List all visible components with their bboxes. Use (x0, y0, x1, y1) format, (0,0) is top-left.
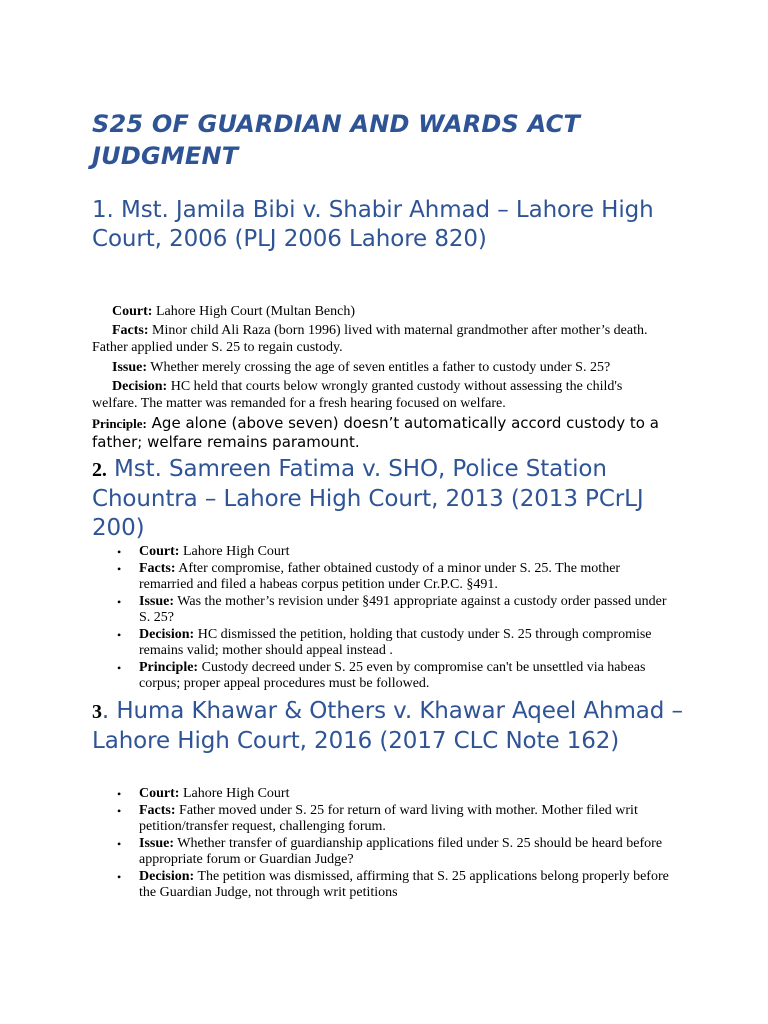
bullet-dot: • (117, 869, 122, 884)
case-1-facts (92, 322, 667, 356)
list-item (92, 561, 677, 594)
case-1-issue (92, 359, 667, 376)
bullet-text: Was the mother’s revision under §491 appropriate against a custody order passed under S. 25? (139, 593, 667, 625)
case-3-title: . Huma Khawar & Others v. Khawar Aqeel Ahmad – Lahore High Court, 2016 (2017 CLC Note 162) (92, 698, 683, 754)
title-line-1: S25 OF GUARDIAN AND WARDS ACT (92, 110, 581, 138)
list-item (92, 594, 677, 627)
bullet-label: Decision: (139, 626, 195, 642)
bullet-text: Lahore High Court (179, 544, 290, 559)
issue-label: Issue: (112, 360, 148, 375)
bullet-label: Decision: (139, 868, 195, 884)
bullet-label: Principle: (139, 659, 199, 675)
list-item (92, 836, 677, 869)
court-text: Lahore High Court (Multan Bench) (152, 304, 355, 319)
list-item (92, 627, 677, 660)
bullet-label: Court: (139, 544, 180, 559)
list-item (92, 803, 677, 836)
bullet-label: Court: (139, 786, 180, 801)
title-line-2: JUDGMENT (92, 142, 239, 170)
case-2-heading (92, 455, 692, 543)
list-item (92, 660, 677, 693)
case-3-number: 3 (92, 701, 102, 723)
principle-text: Age alone (above seven) doesn’t automatically accord custody to a father; welfare remains paramount. (92, 414, 659, 451)
bullet-text: Whether transfer of guardianship applications filed under S. 25 should be heard before appropriate forum or Guardian Judge? (139, 835, 663, 867)
bullet-label: Issue: (139, 835, 175, 851)
bullet-text: Lahore High Court (179, 786, 290, 801)
document-title (92, 108, 692, 172)
bullet-text: Custody decreed under S. 25 even by compromise can't be unsettled via habeas corpus; proper appeal procedures must be followed. (139, 659, 646, 691)
bullet-text: HC dismissed the petition, holding that custody under S. 25 through compromise remains valid; mother should appeal instead . (139, 626, 652, 658)
case-1-court (92, 303, 667, 320)
facts-label: Facts: (112, 323, 149, 338)
case-3-bullet-list (92, 786, 677, 902)
bullet-label: Facts: (139, 560, 176, 576)
case-2-title: Mst. Samreen Fatima v. SHO, Police Station Chountra – Lahore High Court, 2013 (2013 PCrLJ 200) (92, 456, 644, 541)
decision-label: Decision: (112, 379, 168, 394)
court-label: Court: (112, 304, 153, 319)
case-2-number: 2. (92, 459, 107, 481)
case-1-principle (92, 414, 667, 452)
bullet-dot: • (117, 627, 122, 642)
bullet-label: Facts: (139, 802, 176, 818)
bullet-dot: • (117, 803, 122, 818)
case-1-heading: 1. Mst. Jamila Bibi v. Shabir Ahmad – Lahore High Court, 2006 (PLJ 2006 Lahore 820) (92, 197, 654, 252)
bullet-dot: • (117, 594, 122, 609)
principle-label: Principle: (92, 416, 147, 431)
case-2-bullet-list (92, 544, 677, 693)
decision-text: HC held that courts below wrongly granted custody without assessing the child's welfare. The matter was remanded for a fresh hearing focused on welfare. (92, 379, 623, 411)
bullet-dot: • (117, 545, 122, 559)
case-3-heading (92, 697, 692, 756)
bullet-text: The petition was dismissed, affirming that S. 25 applications belong properly before the Guardian Judge, not through writ petitions (139, 868, 669, 900)
bullet-dot: • (117, 561, 122, 576)
issue-text: Whether merely crossing the age of seven entitles a father to custody under S. 25? (147, 360, 611, 375)
bullet-text: Father moved under S. 25 for return of ward living with mother. Mother filed writ petition/transfer request, challenging forum. (139, 802, 638, 834)
list-item (92, 786, 677, 803)
bullet-dot: • (117, 660, 122, 675)
bullet-dot: • (117, 836, 122, 851)
bullet-dot: • (117, 787, 122, 801)
list-item (92, 869, 677, 902)
case-1-decision (92, 378, 667, 412)
bullet-label: Issue: (139, 593, 175, 609)
bullet-text: After compromise, father obtained custody of a minor under S. 25. The mother remarried and filed a habeas corpus petition under Cr.P.C. §491. (139, 560, 621, 592)
list-item (92, 544, 677, 561)
facts-text: Minor child Ali Raza (born 1996) lived with maternal grandmother after mother’s death. Father applied under S. 25 to regain custody. (92, 323, 648, 355)
